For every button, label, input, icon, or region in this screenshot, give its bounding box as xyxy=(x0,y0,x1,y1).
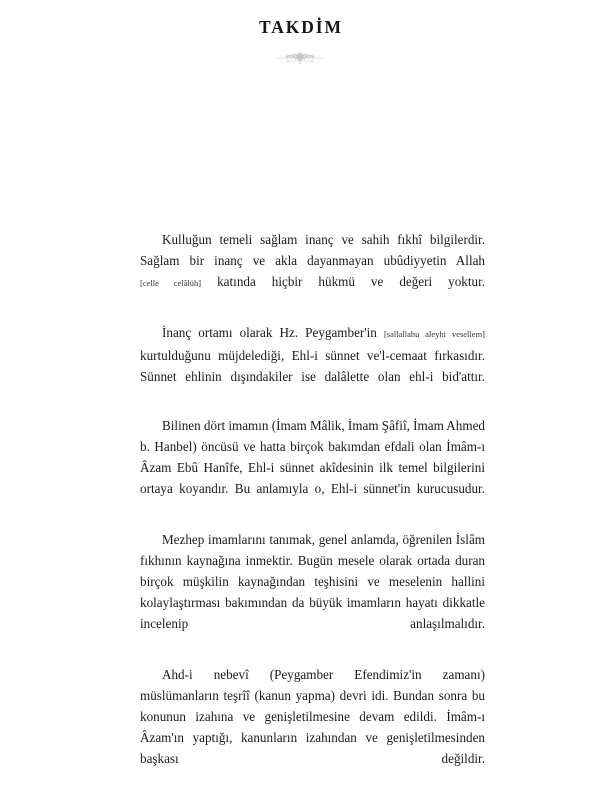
paragraph-1-text-before: Kulluğun temeli sağlam inanç ve sahih fıkhî bilgilerdir. Sağlam bir inanç ve akla dayanmayan ubûdiyyetin Allah xyxy=(140,232,485,268)
paragraph-2-text-after: kurtulduğunu müjdelediği, Ehl-i sünnet ve'l-cemaat fırkasıdır. Sünnet ehlinin dışındakiler ise dalâlette olan ehl-i bid'attır. xyxy=(140,348,485,384)
paragraph-2 xyxy=(140,323,485,409)
chapter-header xyxy=(0,18,600,69)
paragraph-3-text-before: Bilinen dört imamın (İmam Mâlik, İmam Şâfiî, İmam Ahmed b. Hanbel) öncüsü ve hatta birçok bakımdan efdali olan İmâm-ı Âzam Ebû Hanîfe, Ehl-i sünnet akîdesinin ilk temel bilgilerini ortaya koyandır. Bu anlamıyla o, Ehl-i sünnet'in kurucusudur. xyxy=(140,418,485,496)
paragraph-4 xyxy=(140,530,485,657)
page-title: TAKDİM xyxy=(258,17,343,37)
paragraph-1 xyxy=(140,230,485,316)
paragraph-5-text-before: Ahd-i nebevî (Peygamber Efendimiz'in zamanı) müslümanların teşrîî (kanun yapma) devri idi. Bundan sonra bu konunun izahına ve genişletilmesine devam edildi. İmâm-ı Âzam'ın yaptığı, kanunların izahından ve genişletilmesinden başkası değildir. xyxy=(140,667,485,766)
paragraph-2-text-before: İnanç ortamı olarak Hz. Peygamber'in xyxy=(162,325,384,341)
floral-divider-ornament xyxy=(0,47,600,69)
paragraph-1-text-after: katında hiçbir hükmü ve değeri yoktur. xyxy=(201,273,486,289)
body-text-block xyxy=(140,230,485,793)
paragraph-3 xyxy=(140,416,485,523)
paragraph-1-note: [celle celâlüh] xyxy=(140,278,202,288)
paragraph-2-note: [sallallahu aleyhi vesellem] xyxy=(383,330,485,340)
paragraph-5 xyxy=(140,665,485,792)
paragraph-4-text-before: Mezhep imamlarını tanımak, genel anlamda, öğrenilen İslâm fıkhının kaynağına inmektir. Bugün mesele olarak ortada duran birçok müşkilin kaynağından teşhisini ve meselenin hallini kolaylaştırması bakımından da büyük imamların hayatı dikkatle incelenip anlaşılmalıdır. xyxy=(140,532,485,631)
